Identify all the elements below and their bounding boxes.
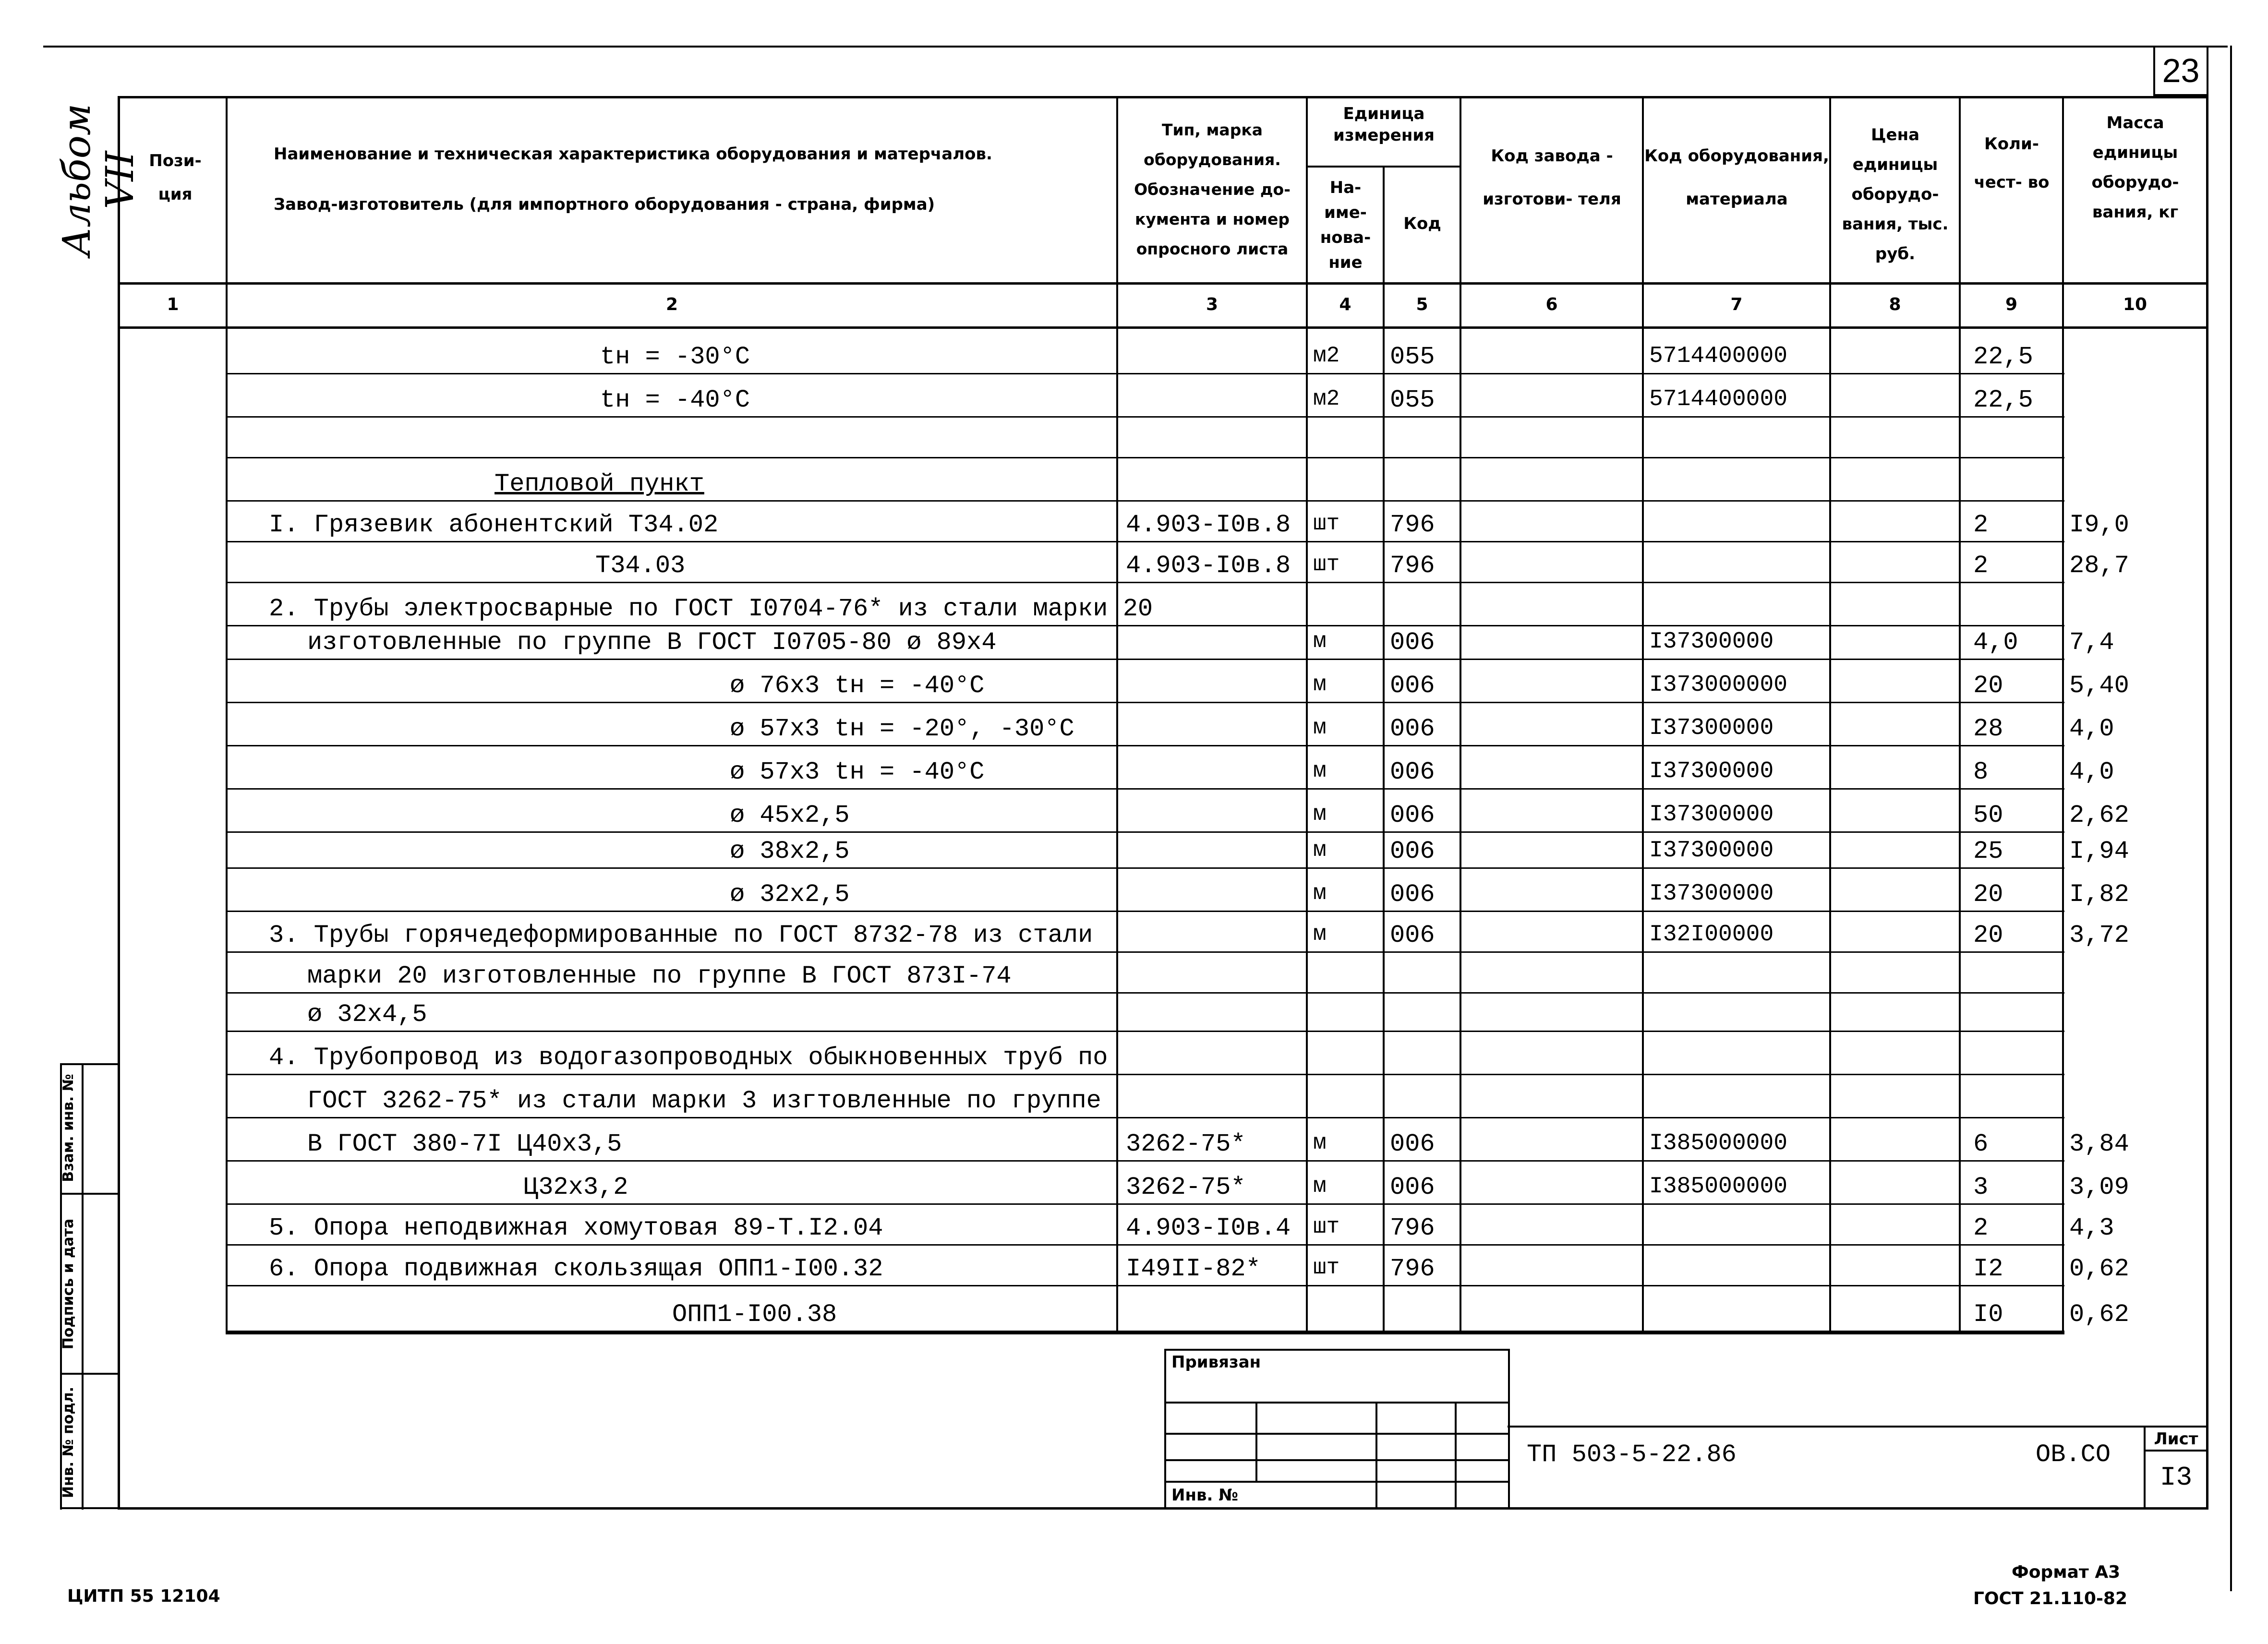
row-name: tн = -40°С [600, 386, 750, 414]
column-number: 10 [2123, 295, 2147, 314]
table-row [226, 660, 2064, 703]
row-code: I37300000 [1649, 802, 1774, 828]
row-name: ø 76х3 tн = -40°С [730, 672, 985, 700]
row-qty: 22,5 [1973, 343, 2033, 371]
row-code: 5714400000 [1649, 386, 1788, 412]
column-number: 5 [1416, 295, 1428, 314]
title-block-divider [1508, 1426, 2208, 1428]
row-qty: 2 [1973, 511, 1989, 539]
side-stamp-frame [82, 1063, 84, 1510]
header-quantity: Коли- чест- во [1974, 134, 2050, 192]
row-code: I385000000 [1649, 1130, 1788, 1156]
row-name: tн = -30°С [600, 343, 750, 371]
row-ucode: 006 [1390, 921, 1435, 949]
row-mass: 7,4 [2069, 628, 2114, 657]
row-unit: м2 [1313, 343, 1340, 368]
row-unit: м [1313, 802, 1327, 827]
inv-no-label: Инв. № [1171, 1486, 1239, 1505]
table-row [226, 1286, 2064, 1332]
header-material-code: Код оборудования, материала [1644, 146, 1829, 209]
row-name: В ГОСТ 380-7I Ц40х3,5 [307, 1130, 622, 1158]
row-qty: 25 [1973, 837, 2003, 865]
row-qty: 22,5 [1973, 386, 2033, 414]
row-name: ОПП1-I00.38 [672, 1300, 837, 1329]
row-mass: I9,0 [2069, 511, 2129, 539]
row-name: 4. Трубопровод из водогазопроводных обыкновенных труб по [269, 1044, 1108, 1072]
row-name: Т34.03 [595, 552, 686, 580]
side-stamp-divider [60, 1193, 120, 1195]
table-row [226, 994, 2064, 1032]
table-row [226, 790, 2064, 833]
row-unit: шт [1313, 1214, 1340, 1239]
row-unit: м [1313, 672, 1327, 697]
row-qty: 28 [1973, 715, 2003, 743]
row-unit: м [1313, 758, 1327, 783]
side-stamp-vzam: Взам. инв. № [60, 1074, 77, 1182]
row-ucode: 796 [1390, 1214, 1435, 1242]
row-qty: I0 [1973, 1300, 2003, 1329]
row-qty: 20 [1973, 921, 2003, 949]
title-grid-line [1164, 1459, 1510, 1461]
column-number: 3 [1206, 295, 1218, 314]
sheet-number: I3 [2159, 1462, 2193, 1493]
footer-format: Формат А3 [2012, 1562, 2121, 1582]
row-code: I37300000 [1649, 758, 1774, 784]
row-ucode: 796 [1390, 552, 1435, 580]
row-unit: м [1313, 629, 1327, 654]
header-name-line2: Завод-изготовитель (для импортного оборудования - страна, фирма) [274, 195, 935, 214]
header-unit-name: На- име- нова- ние [1320, 178, 1371, 272]
side-stamp-inv: Инв. № подл. [60, 1386, 77, 1499]
column-number: 4 [1339, 295, 1351, 314]
row-mass: 28,7 [2069, 552, 2129, 580]
row-unit: шт [1313, 552, 1340, 577]
footer-gost: ГОСТ 21.110-82 [1973, 1589, 2128, 1608]
row-divider [226, 1331, 2064, 1332]
row-qty: 2 [1973, 552, 1989, 580]
column-number: 7 [1730, 295, 1743, 314]
column-number: 9 [2005, 295, 2018, 314]
row-ucode: 006 [1390, 758, 1435, 786]
row-mass: 4,0 [2069, 715, 2114, 743]
row-code: I37300000 [1649, 838, 1774, 864]
row-name: марки 20 изготовленные по группе В ГОСТ 873I-74 [307, 962, 1012, 990]
row-ucode: 006 [1390, 715, 1435, 743]
row-ucode: 006 [1390, 1130, 1435, 1158]
row-unit: м [1313, 838, 1327, 863]
row-name: ø 57х3 tн = -20°, -30°С [730, 715, 1074, 743]
row-type: 4.903-I0в.8 [1126, 552, 1291, 580]
row-code: I385000000 [1649, 1174, 1788, 1200]
row-unit: м [1313, 715, 1327, 740]
row-mass: 4,3 [2069, 1214, 2114, 1242]
table-row [226, 331, 2064, 374]
table-row [226, 374, 2064, 418]
row-ucode: 006 [1390, 628, 1435, 657]
row-code: I373000000 [1649, 672, 1788, 698]
header-position: Пози- ция [149, 151, 202, 204]
row-name: ø 57х3 tн = -40°С [730, 758, 985, 786]
row-qty: I2 [1973, 1255, 2003, 1283]
row-ucode: 006 [1390, 1173, 1435, 1201]
row-qty: 6 [1973, 1130, 1989, 1158]
document-code: ТП 503-5-22.86 [1527, 1440, 1737, 1469]
row-unit: м2 [1313, 386, 1340, 411]
row-mass: I,94 [2069, 837, 2129, 865]
header-name-line1: Наименование и техническая характеристика оборудования и матерчалов. [274, 144, 992, 164]
table-row [226, 418, 2064, 458]
row-name: 3. Трубы горячедеформированные по ГОСТ 8732-78 из стали [269, 921, 1093, 949]
sheet-box-divider [2144, 1450, 2208, 1452]
row-name: 6. Опора подвижная скользящая ОПП1-I00.32 [269, 1255, 883, 1283]
row-ucode: 006 [1390, 880, 1435, 909]
row-name: ø 38х2,5 [730, 837, 850, 865]
column-number: 8 [1889, 295, 1901, 314]
header-mass: Масса единицы оборудо- вания, кг [2091, 113, 2179, 222]
title-grid-line [1164, 1481, 1510, 1483]
side-stamp-frame [60, 1507, 120, 1509]
header-unit-code: Код [1403, 214, 1441, 233]
row-code: I37300000 [1649, 881, 1774, 907]
row-ucode: 055 [1390, 386, 1435, 414]
row-ucode: 055 [1390, 343, 1435, 371]
row-qty: 2 [1973, 1214, 1989, 1242]
title-grid-line [1255, 1402, 1257, 1481]
table-row [226, 746, 2064, 790]
privyazan-label: Привязан [1171, 1353, 1261, 1372]
row-qty: 4,0 [1973, 628, 2018, 657]
album-label: Альбом VII [54, 103, 142, 257]
row-type: 3262-75* [1126, 1130, 1246, 1158]
header-factory-code: Код завода - изготови- теля [1483, 146, 1621, 209]
row-ucode: 006 [1390, 837, 1435, 865]
row-name: ø 32х2,5 [730, 880, 850, 909]
row-qty: 20 [1973, 672, 2003, 700]
column-number: 1 [167, 295, 179, 314]
row-name: ø 32х4,5 [307, 1000, 427, 1029]
footer-left: ЦИТП 55 12104 [67, 1586, 220, 1606]
table-row [226, 833, 2064, 869]
row-code: 5714400000 [1649, 343, 1788, 369]
row-name: ø 45х2,5 [730, 801, 850, 829]
row-mass: 3,84 [2069, 1130, 2129, 1158]
row-code: I37300000 [1649, 715, 1774, 741]
row-ucode: 006 [1390, 672, 1435, 700]
row-unit: м [1313, 922, 1327, 947]
document-mark: ОВ.СО [2036, 1440, 2111, 1469]
row-unit: м [1313, 1174, 1327, 1199]
row-ucode: 006 [1390, 801, 1435, 829]
row-name: I. Грязевик абонентский Т34.02 [269, 511, 719, 539]
row-unit: м [1313, 881, 1327, 906]
row-mass: 2,62 [2069, 801, 2129, 829]
row-mass: 4,0 [2069, 758, 2114, 786]
header-unit: Единица измерения [1333, 104, 1435, 145]
row-name: изготовленные по группе В ГОСТ I0705-80 ø 89х4 [307, 628, 997, 657]
row-ucode: 796 [1390, 1255, 1435, 1283]
title-grid-line [1375, 1402, 1377, 1510]
row-mass: 5,40 [2069, 672, 2129, 700]
title-grid-line [1455, 1402, 1457, 1510]
table-row [226, 703, 2064, 746]
header-price: Цена единицы оборудо- вания, тыс. руб. [1842, 125, 1949, 264]
header-type: Тип, марка оборудования. Обозначение до- кумента и номер опросного листа [1134, 120, 1291, 258]
side-stamp-divider [60, 1373, 120, 1375]
row-type: 3262-75* [1126, 1173, 1246, 1201]
row-name: Ц32х3,2 [523, 1173, 628, 1201]
row-code: I32I00000 [1649, 922, 1774, 948]
row-type: 4.903-I0в.4 [1126, 1214, 1291, 1242]
row-name: ГОСТ 3262-75* из стали марки 3 изгтовленные по группе [307, 1087, 1101, 1115]
row-qty: 20 [1973, 880, 2003, 909]
row-unit: м [1313, 1130, 1327, 1155]
title-grid-line [1164, 1433, 1510, 1435]
row-mass: 3,72 [2069, 921, 2129, 949]
row-mass: I,82 [2069, 880, 2129, 909]
side-stamp-podpis: Подпись и дата [60, 1218, 77, 1350]
sheet-label: Лист [2154, 1429, 2198, 1449]
row-type: I49II-82* [1126, 1255, 1261, 1283]
row-qty: 3 [1973, 1173, 1989, 1201]
column-number: 2 [665, 295, 678, 314]
row-ucode: 796 [1390, 511, 1435, 539]
row-unit: шт [1313, 511, 1340, 536]
row-name: 2. Трубы электросварные по ГОСТ I0704-76* из стали марки 20 [269, 595, 1153, 623]
row-name: Тепловой пункт [495, 470, 704, 498]
row-unit: шт [1313, 1255, 1340, 1280]
row-mass: 3,09 [2069, 1173, 2129, 1201]
row-qty: 50 [1973, 801, 2003, 829]
row-code: I37300000 [1649, 629, 1774, 655]
title-grid-line [1164, 1402, 1510, 1404]
sheet-number-top: 23 [2162, 52, 2200, 89]
column-number: 6 [1545, 295, 1558, 314]
row-qty: 8 [1973, 758, 1989, 786]
row-mass: 0,62 [2069, 1300, 2129, 1329]
row-mass: 0,62 [2069, 1255, 2129, 1283]
row-type: 4.903-I0в.8 [1126, 511, 1291, 539]
row-name: 5. Опора неподвижная хомутовая 89-Т.I2.04 [269, 1214, 883, 1242]
table-row [226, 869, 2064, 912]
